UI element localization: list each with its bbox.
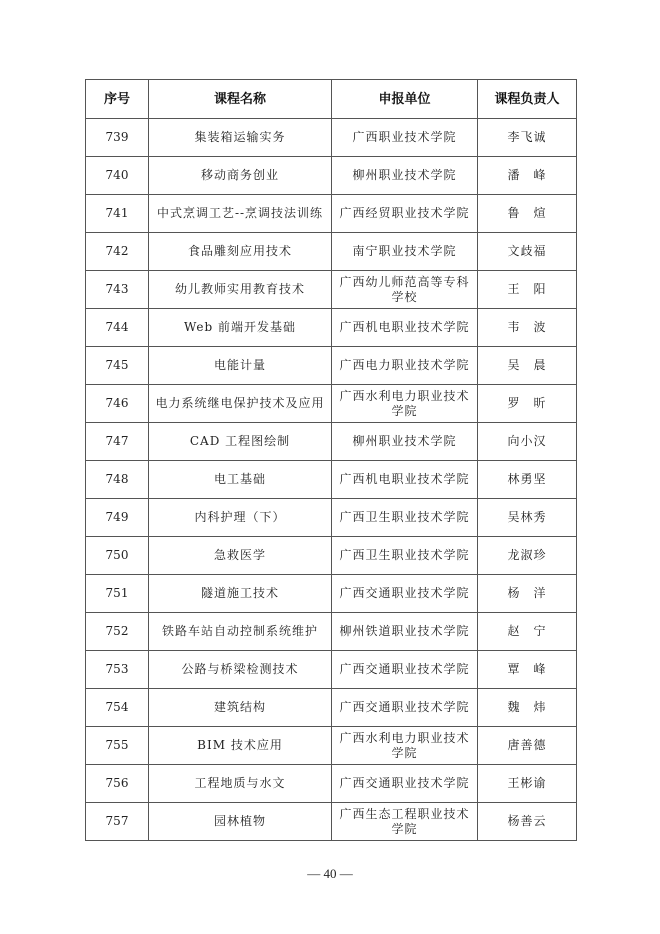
applying-unit-cell: 柳州铁道职业技术学院: [332, 613, 478, 651]
serial-number-cell: 754: [86, 689, 149, 727]
table-row: [86, 727, 577, 765]
course-lead-cell: 韦 波: [478, 309, 577, 347]
table-row: [86, 461, 577, 499]
serial-number-cell: 743: [86, 271, 149, 309]
applying-unit-cell: 广西电力职业技术学院: [332, 347, 478, 385]
course-lead-cell: 向小汉: [478, 423, 577, 461]
table-row: [86, 651, 577, 689]
serial-number-cell: 747: [86, 423, 149, 461]
applying-unit-cell: 广西卫生职业技术学院: [332, 537, 478, 575]
course-name-cell: Web 前端开发基础: [149, 309, 332, 347]
header-serial-number: 序号: [86, 80, 149, 119]
applying-unit-cell: 广西经贸职业技术学院: [332, 195, 478, 233]
course-lead-cell: 鲁 煊: [478, 195, 577, 233]
course-name-cell: 集装箱运输实务: [149, 119, 332, 157]
header-course-lead: 课程负责人: [478, 80, 577, 119]
course-name-cell: BIM 技术应用: [149, 727, 332, 765]
course-lead-cell: 文歧福: [478, 233, 577, 271]
applying-unit-cell: 广西机电职业技术学院: [332, 309, 478, 347]
course-lead-cell: 王彬谕: [478, 765, 577, 803]
course-name-cell: 隧道施工技术: [149, 575, 332, 613]
course-name-cell: CAD 工程图绘制: [149, 423, 332, 461]
table-row: [86, 613, 577, 651]
course-lead-cell: 杨 洋: [478, 575, 577, 613]
course-lead-cell: 魏 炜: [478, 689, 577, 727]
serial-number-cell: 744: [86, 309, 149, 347]
course-name-cell: 建筑结构: [149, 689, 332, 727]
page-number: — 40 —: [307, 866, 353, 881]
course-name-cell: 电力系统继电保护技术及应用: [149, 385, 332, 423]
applying-unit-cell: 柳州职业技术学院: [332, 157, 478, 195]
serial-number-cell: 750: [86, 537, 149, 575]
applying-unit-cell: 广西机电职业技术学院: [332, 461, 478, 499]
applying-unit-cell: 广西幼儿师范高等专科学校: [332, 271, 478, 309]
course-lead-cell: 李飞诚: [478, 119, 577, 157]
table-row: [86, 195, 577, 233]
course-lead-cell: 杨善云: [478, 803, 577, 841]
serial-number-cell: 741: [86, 195, 149, 233]
table-row: [86, 537, 577, 575]
table-row: [86, 385, 577, 423]
course-lead-cell: 唐善德: [478, 727, 577, 765]
applying-unit-cell: 广西交通职业技术学院: [332, 651, 478, 689]
table-row: [86, 233, 577, 271]
applying-unit-cell: 广西交通职业技术学院: [332, 689, 478, 727]
table-row: [86, 347, 577, 385]
serial-number-cell: 748: [86, 461, 149, 499]
table-row: [86, 309, 577, 347]
serial-number-cell: 749: [86, 499, 149, 537]
course-lead-cell: 潘 峰: [478, 157, 577, 195]
serial-number-cell: 757: [86, 803, 149, 841]
course-name-cell: 电能计量: [149, 347, 332, 385]
course-lead-cell: 吴林秀: [478, 499, 577, 537]
course-table: [85, 79, 577, 841]
applying-unit-cell: 广西职业技术学院: [332, 119, 478, 157]
serial-number-cell: 739: [86, 119, 149, 157]
course-name-cell: 工程地质与水文: [149, 765, 332, 803]
course-name-cell: 急救医学: [149, 537, 332, 575]
applying-unit-cell: 广西卫生职业技术学院: [332, 499, 478, 537]
course-name-cell: 电工基础: [149, 461, 332, 499]
serial-number-cell: 745: [86, 347, 149, 385]
table-row: [86, 119, 577, 157]
course-name-cell: 园林植物: [149, 803, 332, 841]
applying-unit-cell: 广西生态工程职业技术学院: [332, 803, 478, 841]
header-applying-unit: 申报单位: [332, 80, 478, 119]
course-name-cell: 公路与桥梁检测技术: [149, 651, 332, 689]
serial-number-cell: 746: [86, 385, 149, 423]
course-name-cell: 移动商务创业: [149, 157, 332, 195]
applying-unit-cell: 柳州职业技术学院: [332, 423, 478, 461]
course-name-cell: 内科护理（下）: [149, 499, 332, 537]
applying-unit-cell: 广西水利电力职业技术学院: [332, 727, 478, 765]
course-lead-cell: 龙淑珍: [478, 537, 577, 575]
table-row: [86, 575, 577, 613]
course-lead-cell: 赵 宁: [478, 613, 577, 651]
table-row: [86, 423, 577, 461]
serial-number-cell: 755: [86, 727, 149, 765]
course-lead-cell: 覃 峰: [478, 651, 577, 689]
course-lead-cell: 吴 晨: [478, 347, 577, 385]
applying-unit-cell: 广西交通职业技术学院: [332, 575, 478, 613]
header-row: [86, 80, 577, 119]
course-lead-cell: 林勇坚: [478, 461, 577, 499]
serial-number-cell: 740: [86, 157, 149, 195]
course-name-cell: 中式烹调工艺--烹调技法训练: [149, 195, 332, 233]
course-name-cell: 铁路车站自动控制系统维护: [149, 613, 332, 651]
table-body: [86, 119, 577, 841]
serial-number-cell: 742: [86, 233, 149, 271]
serial-number-cell: 751: [86, 575, 149, 613]
table-row: [86, 803, 577, 841]
table-row: [86, 499, 577, 537]
applying-unit-cell: 南宁职业技术学院: [332, 233, 478, 271]
course-lead-cell: 罗 昕: [478, 385, 577, 423]
serial-number-cell: 752: [86, 613, 149, 651]
course-lead-cell: 王 阳: [478, 271, 577, 309]
course-name-cell: 食品雕刻应用技术: [149, 233, 332, 271]
applying-unit-cell: 广西水利电力职业技术学院: [332, 385, 478, 423]
header-course-name: 课程名称: [149, 80, 332, 119]
course-name-cell: 幼儿教师实用教育技术: [149, 271, 332, 309]
table-row: [86, 271, 577, 309]
serial-number-cell: 753: [86, 651, 149, 689]
applying-unit-cell: 广西交通职业技术学院: [332, 765, 478, 803]
table-row: [86, 157, 577, 195]
table-row: [86, 765, 577, 803]
table-row: [86, 689, 577, 727]
serial-number-cell: 756: [86, 765, 149, 803]
